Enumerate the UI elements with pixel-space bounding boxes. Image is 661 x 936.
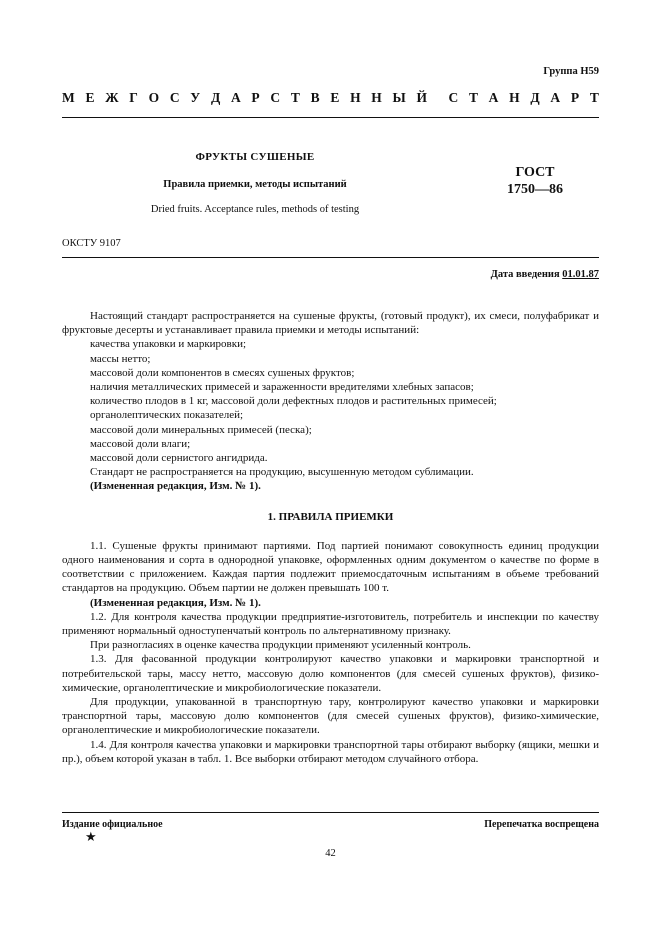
heading-letter: Г — [129, 90, 138, 105]
heading-letter: О — [148, 90, 160, 105]
reprint-prohibited-label: Перепечатка воспрещена — [484, 819, 599, 830]
heading-letter: С — [169, 90, 180, 105]
effective-date-value: 01.01.87 — [562, 269, 599, 280]
heading-letter: Е — [330, 90, 340, 105]
gost-label: ГОСТ — [515, 165, 555, 180]
group-code: Группа Н59 — [543, 66, 599, 77]
amendment-note: (Измененная редакция, Изм. № 1). — [90, 596, 261, 609]
scope-item: массовой доли минеральных примесей (песка); — [90, 423, 312, 436]
header-divider — [62, 117, 599, 118]
heading-letter: Н — [509, 90, 520, 105]
clause-1-3: 1.3. Для фасованной продукции контролируют качество упаковки и маркировки транспортной и потребительской тары, массу нетто, массовую долю компонентов (для смесей сушеных фруктов), физико-химические, органолептические и микробиологические показатели. — [62, 653, 599, 694]
section-heading: 1. ПРАВИЛА ПРИЕМКИ — [267, 510, 394, 523]
standard-type-heading — [62, 90, 599, 106]
heading-letter: А — [230, 90, 241, 105]
document-title: ФРУКТЫ СУШЕНЫЕ — [195, 151, 315, 163]
heading-letter: С — [270, 90, 281, 105]
clause-1-1: 1.1. Сушеные фрукты принимают партиями. Под партией понимают совокупность единиц продукции одного наименования и сорта в однородной упаковке, оформленных одним документом о качестве по форме в соответствии с приложением. Каждая партия подлежит приемосдаточным испытаниям в объеме требований стандартов на продукцию. Объем партии не должен превышать 100 т. — [62, 539, 599, 595]
heading-letter: Д — [530, 90, 540, 105]
heading-letter: С — [448, 90, 459, 105]
scope-item: массовой доли влаги; — [90, 437, 191, 450]
official-edition-label: Издание официальное — [62, 819, 163, 830]
intro-paragraph: Настоящий стандарт распространяется на сушеные фрукты, (готовый продукт), их смеси, полуфабрикат и фруктовые десерты и устанавливает правила приемки и методы испытаний: — [62, 310, 599, 337]
title-divider — [62, 257, 599, 258]
heading-letter: Т — [589, 90, 599, 105]
document-subtitle: Правила приемки, методы испытаний — [163, 179, 347, 190]
scope-item: количество плодов в 1 кг, массовой доли дефектных плодов и растительных примесей; — [90, 395, 497, 408]
clause-1-4: 1.4. Для контроля качества упаковки и маркировки транспортной тары отбирают выборку (ящики, мешки и пр.), объем которой указан в табл. 1. Все выборки отбирают методом случайного отбора. — [62, 738, 599, 765]
heading-letter: М — [62, 90, 75, 105]
heading-letter: Д — [210, 90, 221, 105]
heading-letter: Т — [290, 90, 300, 105]
star-icon: ★ — [85, 829, 97, 844]
footer-divider — [62, 812, 599, 813]
heading-letter: Ж — [105, 90, 119, 105]
clause-1-2-note: При разногласиях в оценке качества продукции применяют усиленный контроль. — [90, 639, 471, 652]
scope-item: массовой доли компонентов в смесях сушеных фруктов; — [90, 366, 355, 379]
heading-letter: А — [488, 90, 499, 105]
heading-letter: Н — [350, 90, 361, 105]
heading-letter: Т — [468, 90, 478, 105]
heading-letter: Н — [371, 90, 382, 105]
scope-item: органолептических показателей; — [90, 409, 244, 422]
heading-letter: Ы — [392, 90, 406, 105]
effective-date — [491, 269, 599, 280]
scope-item: массовой доли сернистого ангидрида. — [90, 452, 268, 465]
document-body — [62, 309, 599, 766]
heading-letter: Е — [85, 90, 95, 105]
clause-1-2: 1.2. Для контроля качества продукции предприятие-изготовитель, потребитель и инспекции по качеству применяют нормальный одноступенчатый контроль по альтернативному признаку. — [62, 610, 599, 638]
page-number: 42 — [325, 848, 336, 859]
okstu-code: ОКСТУ 9107 — [62, 238, 121, 249]
heading-letter: Р — [251, 90, 260, 105]
clause-1-3-note: Для продукции, упакованной в транспортную тару, контролируют качество упаковки и маркировки транспортной тары, массовую долю компонентов (для смесей сушеных фруктов), физико-химические, органолептические и микробиологические показатели. — [62, 696, 599, 737]
heading-letter: Р — [570, 90, 580, 105]
heading-letter: Й — [416, 90, 428, 105]
scope-item: качества упаковки и маркировки; — [90, 338, 247, 351]
heading-letter: А — [550, 90, 561, 105]
english-title: Dried fruits. Acceptance rules, methods of testing — [150, 204, 360, 215]
heading-letter: В — [310, 90, 320, 105]
gost-number-block — [480, 164, 590, 198]
exclusion-paragraph: Стандарт не распространяется на продукцию, высушенную методом сублимации. — [90, 466, 474, 479]
amendment-note: (Измененная редакция, Изм. № 1). — [90, 480, 261, 493]
heading-letter: У — [190, 90, 201, 105]
effective-date-label: Дата введения — [490, 269, 560, 280]
gost-number: 1750—86 — [507, 182, 563, 197]
scope-item: наличия металлических примесей и зараженности вредителями хлебных запасов; — [90, 381, 474, 394]
scope-item: массы нетто; — [90, 352, 151, 365]
